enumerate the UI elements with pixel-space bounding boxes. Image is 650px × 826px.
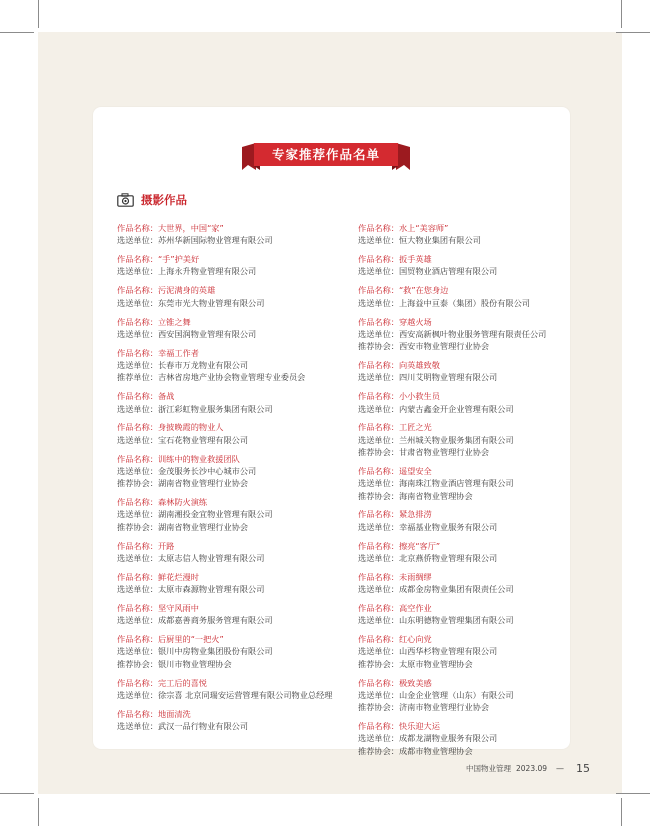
work-title: 作品名称：高空作业 <box>358 602 432 613</box>
unit-line: 推荐协会：济南市物业管理行业协会 <box>358 702 490 713</box>
unit-line: 选送单位：成都金房物业集团有限责任公司 <box>358 584 514 595</box>
work-title: 作品名称：后厨里的“一把火” <box>117 634 224 645</box>
list-item <box>117 316 347 341</box>
unit-line: 选送单位：内蒙古鑫金开企业管理有限公司 <box>358 403 514 414</box>
work-title: 作品名称：身披晚霞的物业人 <box>117 422 224 433</box>
crop-mark <box>38 798 39 826</box>
crop-mark <box>38 0 39 28</box>
unit-line: 推荐协会：湖南省物业管理行业协会 <box>117 478 249 489</box>
unit-line: 选送单位：湖南湘投金宜物业管理有限公司 <box>117 509 273 520</box>
unit-line: 选送单位：上海益中亘泰（集团）股份有限公司 <box>358 297 530 308</box>
work-title: 作品名称：训练中的物业救援团队 <box>117 453 240 464</box>
work-title: 作品名称：穿越火场 <box>358 316 432 327</box>
list-item <box>358 633 588 670</box>
work-title: 作品名称：立锥之舞 <box>117 316 191 327</box>
banner-title: 专家推荐作品名单 <box>271 147 380 162</box>
section-title: 摄影作品 <box>141 193 187 207</box>
unit-line: 选送单位：徐宗喜 北京同瑞安运营管理有限公司物业总经理 <box>117 689 333 700</box>
work-title: 作品名称：擦亮“客厅” <box>358 540 441 551</box>
work-title: 作品名称：大世界，中国“家” <box>117 223 224 233</box>
list-item <box>117 253 347 278</box>
work-title: 作品名称：工匠之光 <box>358 422 432 433</box>
work-title: 作品名称：坚守风雨中 <box>117 602 199 613</box>
list-item <box>117 284 347 309</box>
work-title: 作品名称：“救”在您身边 <box>358 285 449 296</box>
work-title: 作品名称：未雨绸缪 <box>358 571 432 582</box>
right-column <box>358 222 588 764</box>
work-title: 作品名称：快乐迎大运 <box>358 721 440 732</box>
list-item <box>117 496 347 533</box>
work-title: 作品名称：遥望安全 <box>358 465 432 476</box>
list-item <box>117 421 347 446</box>
unit-line: 选送单位：东莞市光大物业管理有限公司 <box>117 297 265 308</box>
unit-line: 选送单位：山东明德物业管理集团有限公司 <box>358 615 514 626</box>
list-item <box>117 633 347 670</box>
footer-dash: — <box>556 763 565 773</box>
list-item <box>358 284 588 309</box>
unit-line: 推荐单位：吉林省房地产业协会物业管理专业委员会 <box>117 372 306 383</box>
list-item <box>358 602 588 627</box>
list-item <box>358 316 588 353</box>
list-item <box>117 677 347 702</box>
list-item <box>358 390 588 415</box>
unit-line: 选送单位：四川艾明物业管理有限公司 <box>358 372 498 383</box>
list-item <box>358 359 588 384</box>
crop-mark <box>621 798 622 826</box>
list-item <box>117 540 347 565</box>
work-title: 作品名称：极致美感 <box>358 677 432 688</box>
list-item <box>358 720 588 757</box>
crop-mark <box>0 793 34 794</box>
unit-line: 选送单位：西安高新枫叶物业服务管理有限责任公司 <box>358 328 547 339</box>
work-title: 作品名称：森林防火演练 <box>117 497 208 508</box>
unit-line: 选送单位：西安国润物业管理有限公司 <box>117 328 257 339</box>
unit-line: 选送单位：山西华杉物业管理有限公司 <box>358 646 498 657</box>
list-item <box>117 708 347 733</box>
crop-mark <box>621 0 622 28</box>
unit-line: 选送单位：北京燕侨物业管理有限公司 <box>358 552 498 563</box>
work-title: 作品名称：开路 <box>117 540 175 551</box>
unit-line: 选送单位：海南珠江物业酒店管理有限公司 <box>358 478 514 489</box>
work-title: 作品名称：地面清洗 <box>117 708 191 719</box>
unit-line: 推荐协会：湖南省物业管理行业协会 <box>117 521 249 532</box>
title-banner <box>242 143 410 170</box>
unit-line: 选送单位：成都嘉善商务服务管理有限公司 <box>117 615 273 626</box>
unit-line: 选送单位：银川中房物业集团股份有限公司 <box>117 646 273 657</box>
page-number: 15 <box>576 761 591 775</box>
list-item <box>358 677 588 714</box>
list-item <box>358 222 588 247</box>
page-footer <box>466 761 590 775</box>
unit-line: 选送单位：上海永升物业管理有限公司 <box>117 266 257 277</box>
crop-mark <box>616 793 650 794</box>
unit-line: 选送单位：武汉一品行物业有限公司 <box>117 721 249 732</box>
work-title: 作品名称：红心向党 <box>358 634 432 645</box>
unit-line: 推荐协会：成都市物业管理协会 <box>358 745 473 756</box>
unit-line: 选送单位：太原志信人物业管理有限公司 <box>117 552 265 563</box>
list-item <box>358 253 588 278</box>
list-item <box>117 347 347 384</box>
unit-line: 选送单位：太原市森源物业管理有限公司 <box>117 584 265 595</box>
list-item <box>117 571 347 596</box>
unit-line: 选送单位：浙江彩虹物业服务集团有限公司 <box>117 403 273 414</box>
list-item <box>358 421 588 458</box>
list-item <box>358 571 588 596</box>
list-item <box>358 508 588 533</box>
work-title: 作品名称：紧急排涝 <box>358 509 432 520</box>
unit-line: 选送单位：苏州华新国际物业管理有限公司 <box>117 235 273 246</box>
unit-line: 推荐协会：太原市物业管理协会 <box>358 658 473 669</box>
list-item <box>358 465 588 502</box>
camera-icon <box>117 193 134 207</box>
work-title: 作品名称：鲜花烂漫时 <box>117 571 199 582</box>
unit-line: 选送单位：成都龙湖物业服务有限公司 <box>358 733 498 744</box>
work-title: 作品名称：小小救生员 <box>358 391 440 402</box>
list-item <box>358 540 588 565</box>
list-item <box>117 222 347 247</box>
left-column <box>117 222 347 739</box>
work-title: 作品名称：备战 <box>117 391 175 402</box>
list-item <box>117 453 347 490</box>
unit-line: 推荐协会：甘肃省物业管理行业协会 <box>358 447 490 458</box>
unit-line: 选送单位：兰州城关物业服务集团有限公司 <box>358 434 514 445</box>
work-title: 作品名称：“手”护美好 <box>117 254 200 265</box>
magazine-name: 中国物业管理 <box>466 763 511 773</box>
unit-line: 选送单位：国贸物业酒店管理有限公司 <box>358 266 498 277</box>
unit-line: 选送单位：恒大物业集团有限公司 <box>358 235 481 246</box>
work-title: 作品名称：水上“美容师” <box>358 223 449 233</box>
unit-line: 选送单位：长春市万龙物业有限公司 <box>117 360 249 371</box>
work-title: 作品名称：扳手英雄 <box>358 254 432 265</box>
work-title: 作品名称：向英雄致敬 <box>358 360 440 371</box>
unit-line: 推荐协会：银川市物业管理协会 <box>117 658 232 669</box>
issue-number: 2023.09 <box>516 763 548 773</box>
section-heading <box>117 192 187 208</box>
unit-line: 推荐协会：海南省物业管理协会 <box>358 490 473 501</box>
work-title: 作品名称：完工后的喜悦 <box>117 677 208 688</box>
work-title: 作品名称：污泥满身的英雄 <box>117 285 216 296</box>
crop-mark <box>616 32 650 33</box>
unit-line: 推荐协会：西安市物业管理行业协会 <box>358 341 490 352</box>
list-item <box>117 602 347 627</box>
unit-line: 选送单位：幸福基业物业服务有限公司 <box>358 521 498 532</box>
unit-line: 选送单位：宝石花物业管理有限公司 <box>117 434 249 445</box>
list-item <box>117 390 347 415</box>
unit-line: 选送单位：山金企业管理（山东）有限公司 <box>358 689 514 700</box>
unit-line: 选送单位：金茂服务长沙中心城市公司 <box>117 465 257 476</box>
work-title: 作品名称：幸福工作者 <box>117 347 199 358</box>
crop-mark <box>0 32 34 33</box>
